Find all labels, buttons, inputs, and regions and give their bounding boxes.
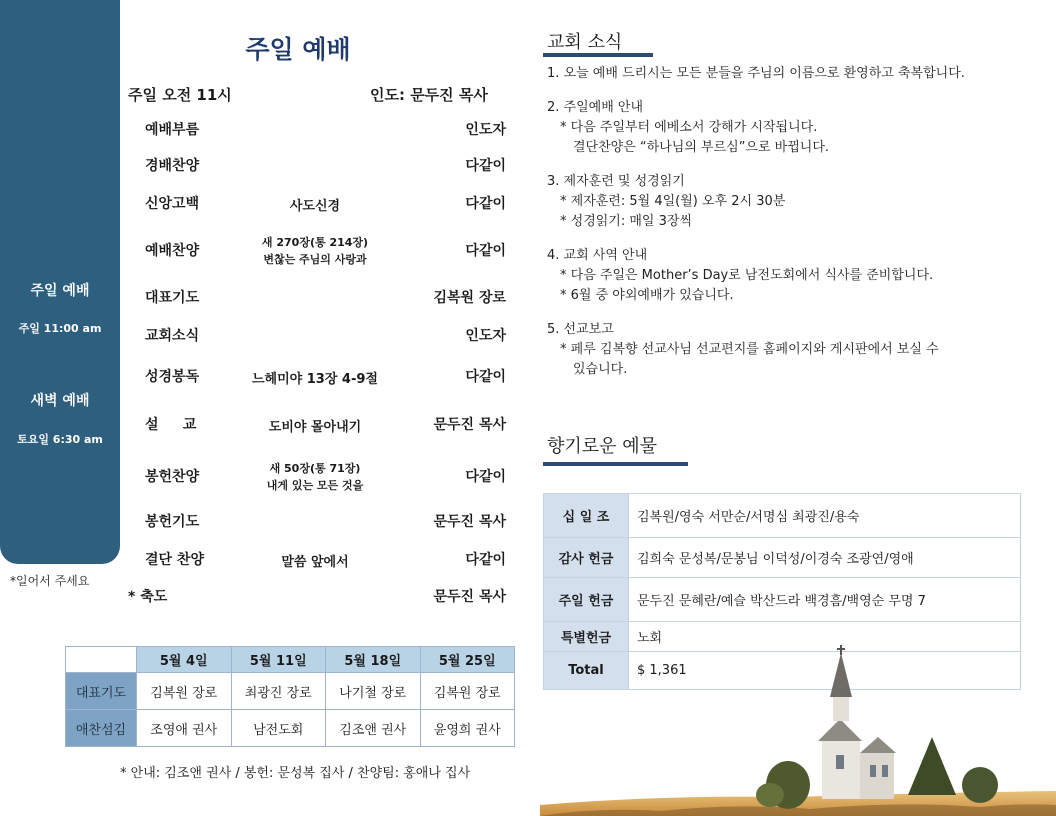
- order-row: [145, 112, 506, 148]
- church-roof: [818, 719, 862, 741]
- news-section-title: [547, 28, 622, 54]
- order-item-leader: 문두진 목사: [433, 417, 506, 433]
- sunday-service-time: 주일 11:00 am: [18, 322, 102, 335]
- table-cell: 김복원 장로: [137, 673, 232, 710]
- news-item-line: * 성경읽기: 매일 3장씩: [560, 214, 693, 229]
- offering-label: 십 일 조: [544, 494, 629, 538]
- table-cell: 윤영희 권사: [420, 710, 515, 747]
- order-item-name: * 축도: [128, 589, 168, 605]
- news-item-line: * 페루 김복향 선교사님 선교편지를 홈페이지와 게시판에서 보실 수: [560, 342, 939, 357]
- list-item: [547, 98, 1017, 158]
- offering-label: 주일 헌금: [544, 578, 629, 622]
- news-item-head: 1. 오늘 예배 드리시는 모든 분들을 주님의 이름으로 환영하고 축복합니다.: [547, 66, 965, 81]
- table-row: [544, 578, 1021, 622]
- order-row: [145, 459, 506, 495]
- church-roof: [860, 737, 896, 753]
- offering-label: Total: [544, 652, 629, 690]
- news-item-line: * 다음 주일은 Mother’s Day로 남전도회에서 식사를 준비합니다.: [560, 268, 934, 283]
- order-row: [145, 186, 506, 222]
- window-shape: [836, 755, 844, 769]
- table-row: [66, 673, 515, 710]
- order-item-leader: 다같이: [465, 196, 506, 212]
- steeple-tower: [833, 697, 849, 721]
- schedule-footnote: * 안내: 김조앤 권사 / 봉헌: 문성복 집사 / 찬양팀: 홍애나 집사: [120, 766, 471, 781]
- offering-title-underline: [543, 462, 688, 466]
- table-cell: 김조앤 권사: [326, 710, 421, 747]
- table-cell: 남전도회: [231, 710, 326, 747]
- table-row: [544, 494, 1021, 538]
- table-cell: 김복원 장로: [420, 673, 515, 710]
- order-item-detail: [230, 280, 400, 316]
- order-item-leader: 다같이: [465, 552, 506, 568]
- tree-shape: [908, 737, 956, 795]
- order-item-name: 신앙고백: [145, 196, 200, 212]
- table-header-row: [66, 647, 515, 673]
- order-item-detail: [230, 318, 400, 354]
- offering-title: 향기로운 예물: [547, 436, 658, 457]
- order-item-name: 성경봉독: [145, 369, 200, 385]
- news-title-underline: [543, 53, 653, 57]
- news-item-line: * 다음 주일부터 에베소서 강해가 시작됩니다.: [560, 120, 818, 135]
- order-item-name: 봉헌찬양: [145, 469, 200, 485]
- worship-title: 주일 예배: [245, 35, 351, 64]
- worship-time: 주일 오전 11시: [128, 86, 232, 104]
- order-row: [145, 407, 506, 443]
- offering-label: 특별헌금: [544, 622, 629, 652]
- order-item-leader: 다같이: [465, 369, 506, 385]
- order-item-detail: 도비야 몰아내기: [268, 419, 362, 435]
- order-item-leader: 인도자: [465, 328, 506, 344]
- list-item: [547, 320, 1017, 380]
- order-item-leader: 문두진 목사: [433, 589, 506, 605]
- church-wall: [860, 753, 894, 799]
- stand-note: *일어서 주세요: [10, 574, 90, 588]
- order-row: [145, 504, 506, 540]
- order-item-detail: 새 270장(통 214장) 변찮는 주님의 사랑과: [261, 236, 369, 266]
- order-row: [145, 148, 506, 184]
- steeple-spire: [830, 653, 852, 697]
- order-item-leader: 다같이: [465, 158, 506, 174]
- order-item-leader: 인도자: [465, 122, 506, 138]
- offering-label: 감사 헌금: [544, 538, 629, 578]
- order-item-detail: 사도신경: [289, 198, 341, 214]
- table-header-cell: 5월 18일: [326, 647, 421, 673]
- news-item-head: 4. 교회 사역 안내: [547, 248, 648, 263]
- tree-shape: [756, 783, 784, 807]
- order-item-detail: [230, 112, 400, 148]
- news-item-line: * 제자훈련: 5월 4일(월) 오후 2시 30분: [560, 194, 786, 209]
- offering-value: 노회: [629, 622, 1021, 652]
- dawn-service-label: 새벽 예배: [30, 393, 90, 409]
- row-label: 대표기도: [66, 673, 137, 710]
- sidebar-panel: [0, 0, 120, 564]
- list-item: [547, 64, 1017, 84]
- church-illustration: [540, 645, 1056, 816]
- table-cell: 조영애 권사: [137, 710, 232, 747]
- order-item-name: 대표기도: [145, 290, 200, 306]
- order-item-name: 경배찬양: [145, 158, 200, 174]
- order-row: [145, 280, 506, 316]
- order-row: [128, 579, 506, 615]
- order-item-name: 설 교: [145, 417, 197, 433]
- church-wall: [822, 741, 860, 799]
- news-title: 교회 소식: [547, 32, 623, 53]
- offering-value: 김복원/영숙 서만순/서명심 최광진/용숙: [629, 494, 1021, 538]
- offering-value: 문두진 문혜란/예슬 박산드라 백경흠/백영순 무명 7: [629, 578, 1021, 622]
- news-item-head: 5. 선교보고: [547, 322, 614, 337]
- window-shape: [870, 765, 876, 777]
- order-item-detail: [230, 504, 400, 540]
- list-item: [547, 246, 1017, 306]
- service-schedule-table: [65, 646, 515, 747]
- table-header-cell: 5월 11일: [231, 647, 326, 673]
- order-item-name: 봉헌기도: [145, 514, 200, 530]
- table-cell: 최광진 장로: [231, 673, 326, 710]
- order-item-leader: 다같이: [465, 469, 506, 485]
- order-item-leader: 김복원 장로: [433, 290, 506, 306]
- order-item-detail: 새 50장(통 71장) 내게 있는 모든 것을: [266, 462, 364, 492]
- news-item-head: 2. 주일예배 안내: [547, 100, 644, 115]
- order-row: [145, 359, 506, 395]
- table-row: [544, 538, 1021, 578]
- order-item-detail: 느헤미야 13장 4-9절: [252, 371, 378, 387]
- news-item-line: 결단찬양은 “하나님의 부르심”으로 바뀝니다.: [573, 140, 830, 155]
- worship-leader: 인도: 문두진 목사: [370, 86, 488, 104]
- offering-value: $ 1,361: [629, 652, 1021, 690]
- list-item: [547, 172, 1017, 232]
- order-item-leader: 다같이: [465, 243, 506, 259]
- table-header-cell: 5월 4일: [137, 647, 232, 673]
- news-item-head: 3. 제자훈련 및 성경읽기: [547, 174, 685, 189]
- order-item-name: 교회소식: [145, 328, 200, 344]
- order-row: [145, 318, 506, 354]
- row-label: 애찬섬김: [66, 710, 137, 747]
- order-row: [145, 542, 506, 578]
- tree-shape: [962, 767, 998, 803]
- window-shape: [882, 765, 888, 777]
- offering-value: 김희숙 문성복/문봉님 이덕성/이경숙 조광연/영애: [629, 538, 1021, 578]
- news-item-line: * 6월 중 야외예배가 있습니다.: [560, 288, 734, 303]
- sunday-service-label: 주일 예배: [30, 283, 90, 299]
- order-item-detail: [213, 579, 383, 615]
- order-item-detail: 말씀 앞에서: [281, 554, 349, 570]
- order-item-name: 예배찬양: [145, 243, 200, 259]
- order-row: [145, 233, 506, 269]
- table-row: [66, 710, 515, 747]
- order-item-name: 결단 찬양: [145, 552, 204, 568]
- table-header-cell: [66, 647, 137, 673]
- news-item-line: 있습니다.: [573, 362, 628, 377]
- dawn-service-time: 토요일 6:30 am: [17, 433, 103, 446]
- order-item-name: 예배부름: [145, 122, 200, 138]
- order-item-leader: 문두진 목사: [433, 514, 506, 530]
- table-header-cell: 5월 25일: [420, 647, 515, 673]
- table-cell: 나기철 장로: [326, 673, 421, 710]
- order-item-detail: [230, 148, 400, 184]
- news-list: [547, 64, 1017, 394]
